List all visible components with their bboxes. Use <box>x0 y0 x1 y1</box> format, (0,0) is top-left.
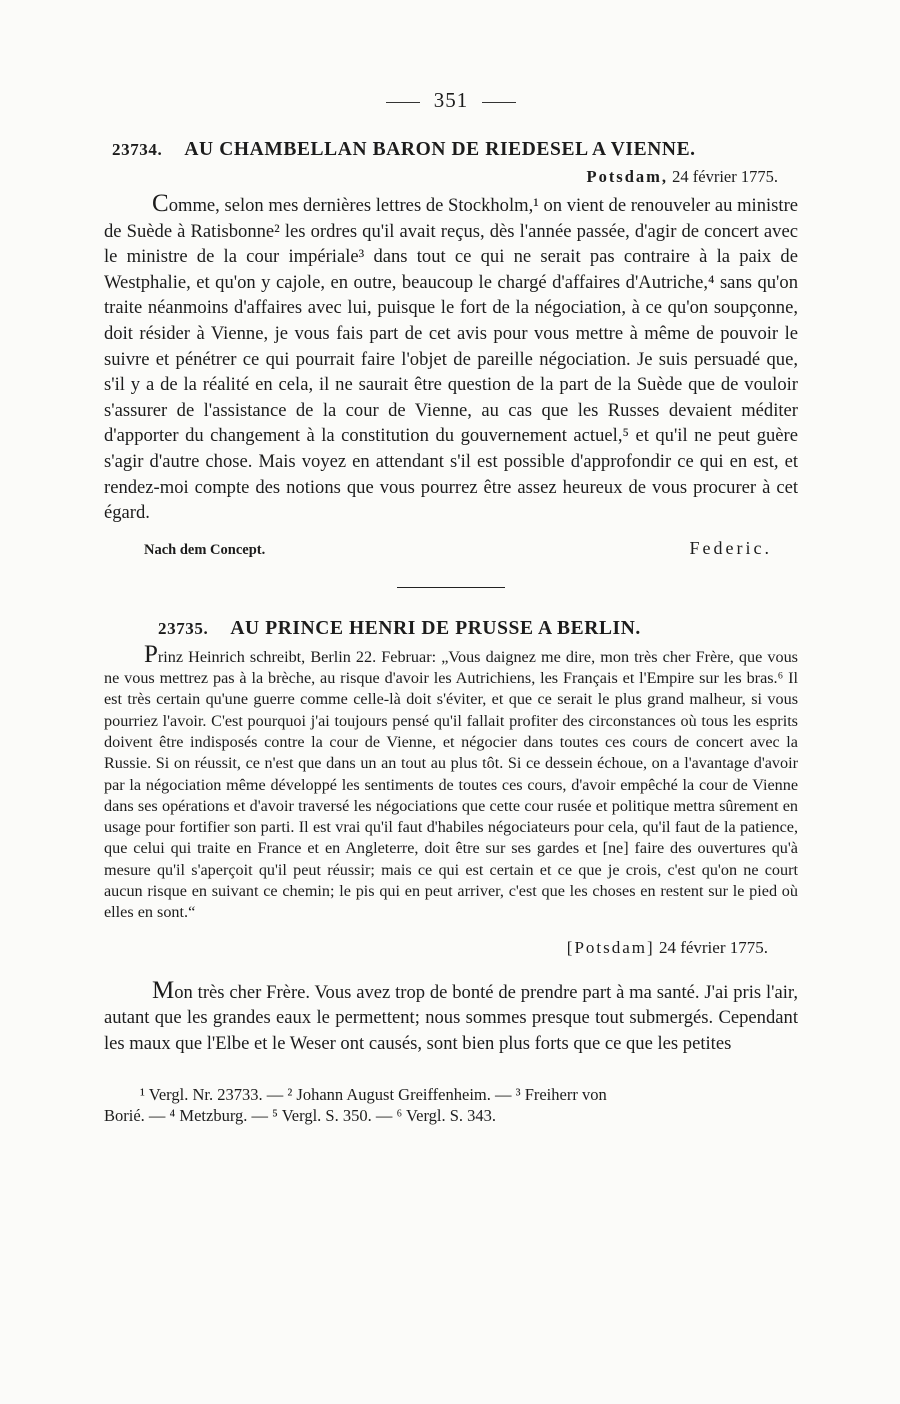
letter-body <box>104 191 798 526</box>
letter-23734 <box>104 139 798 559</box>
footnote-line: Borié. — ⁴ Metzburg. — ⁵ Vergl. S. 350. — ⁶ Vergl. S. 343. <box>104 1106 497 1126</box>
page-number-dash-left <box>386 102 420 103</box>
letter-dateline <box>104 167 778 187</box>
letter-23735 <box>104 618 798 1057</box>
letter-body-text: on très cher Frère. Vous avez trop de bonté de prendre part à ma santé. J'ai pris l'air, autant que les grandes eaux le permettent; nous sommes presque tout submergés. Cependant les maux que l'Elbe et le Weser ont causés, sont bien plus forts que ce que les petites <box>104 981 798 1054</box>
letter-initial: M <box>152 976 175 1004</box>
letter-title: AU CHAMBELLAN BARON DE RIEDESEL A VIENNE. <box>184 139 696 160</box>
footnote-line: ¹ Vergl. Nr. 23733. — ² Johann August Greiffenheim. — ³ Freiherr von <box>140 1085 607 1105</box>
page-number-dash-right <box>482 102 516 103</box>
letter-number: 23735. <box>158 618 209 638</box>
page-number: 351 <box>433 88 469 112</box>
letter-place: [Potsdam] <box>566 937 655 957</box>
letter-initial: C <box>152 190 169 217</box>
letter-date: 24 février 1775. <box>672 167 778 186</box>
letter-body <box>104 978 798 1057</box>
letter-heading <box>104 139 798 161</box>
quote-text: rinz Heinrich schreibt, Berlin 22. Februar: „Vous daignez me dire, mon très cher Frère, que vous ne vous mettrez pas à la brèche, au risque d'avoir les Autrichiens, les Français et l'Empire sur les bras.⁶ Il est très certain qu'une guerre comme celle-là doit s'éviter, et que ce serait le plus grand malheur, si vous pourriez l'avoir. C'est pourquoi j'ai toujours pensé qu'il fallait profiter des circonstances où tous les esprits doivent être indisposés contre la cour de Vienne, et négocier dans toutes ces cours de concert avec la Russie. Si on réussit, ce n'est que dans un an tout au plus tôt. Si ce dessein échoue, on a l'avantage d'avoir par la négociation même développé les sentiments de toutes ces cours, d'avoir empêché la cour de Vienne dans ses opérations et d'avoir traversé les négociations que cette cour rusée et politique mettra sûrement en usage pour fortifier son parti. Il est vrai qu'il faut d'habiles négociateurs pour cela, qu'il faut de la patience, que celui qui traite en France et en Angleterre, doit être sur ses gardes et [ne] faire des ouvertures qu'à mesure qu'il s'aperçoit qu'il peut réussir; mais ce qui est certain et ce que je crois, c'est qu'on ne court aucun risque en suivant ce chemin; le pis qui en peut arriver, c'est que les choses en restent sur le pied où elles en sont.“ <box>104 647 798 922</box>
letter-place: Potsdam, <box>586 167 669 186</box>
letter-title: AU PRINCE HENRI DE PRUSSE A BERLIN. <box>230 617 641 639</box>
quote-initial: P <box>144 640 158 668</box>
quoted-letter <box>104 640 798 924</box>
letter-number: 23734. <box>112 140 163 159</box>
page-number-line <box>104 88 798 113</box>
document-page <box>104 88 798 1126</box>
letter-closing <box>144 538 772 559</box>
signature: Federic. <box>689 537 772 558</box>
letter-body-text: omme, selon mes dernières lettres de Stockholm,¹ on vient de renouveler au ministre de Suède à Ratisbonne² les ordres qu'il avait reçus, dès l'année passée, d'agir de concert avec le ministre de la cour impériale³ dans tout ce qui ne serait pas contraire à la paix de Westphalie, et qu'on y cajole, en outre, beaucoup le chargé d'affaires d'Autriche,⁴ sans qu'on traite néanmoins d'affaires avec lui, puisque le fort de la négociation, à ce qu'on soupçonne, doit résider à Vienne, je vous fais part de cet avis pour vous mettre à même de pouvoir le suivre et pénétrer ce qui pourrait faire l'objet de pareille négociation. Je suis persuadé que, s'il y a de la réalité en cela, il ne saurait être question de la part de la Suède que de vouloir s'assurer de l'assistance de la cour de Vienne, au cas que les Russes devaient méditer d'apporter du changement à la constitution du gouvernement actuel,⁵ et qu'il ne peut guère s'agir d'autre chose. Mais voyez en attendant s'il est possible d'approfondir ce qui en est, et rendez-moi compte des notions que vous pourrez être assez heureux de vous procurer à cet égard. <box>104 195 799 524</box>
letter-heading <box>104 618 798 640</box>
section-divider <box>397 587 505 588</box>
footnotes <box>104 1084 798 1126</box>
source-note: Nach dem Concept. <box>144 541 266 558</box>
letter-dateline <box>104 938 768 958</box>
letter-date: 24 février 1775. <box>658 937 768 957</box>
